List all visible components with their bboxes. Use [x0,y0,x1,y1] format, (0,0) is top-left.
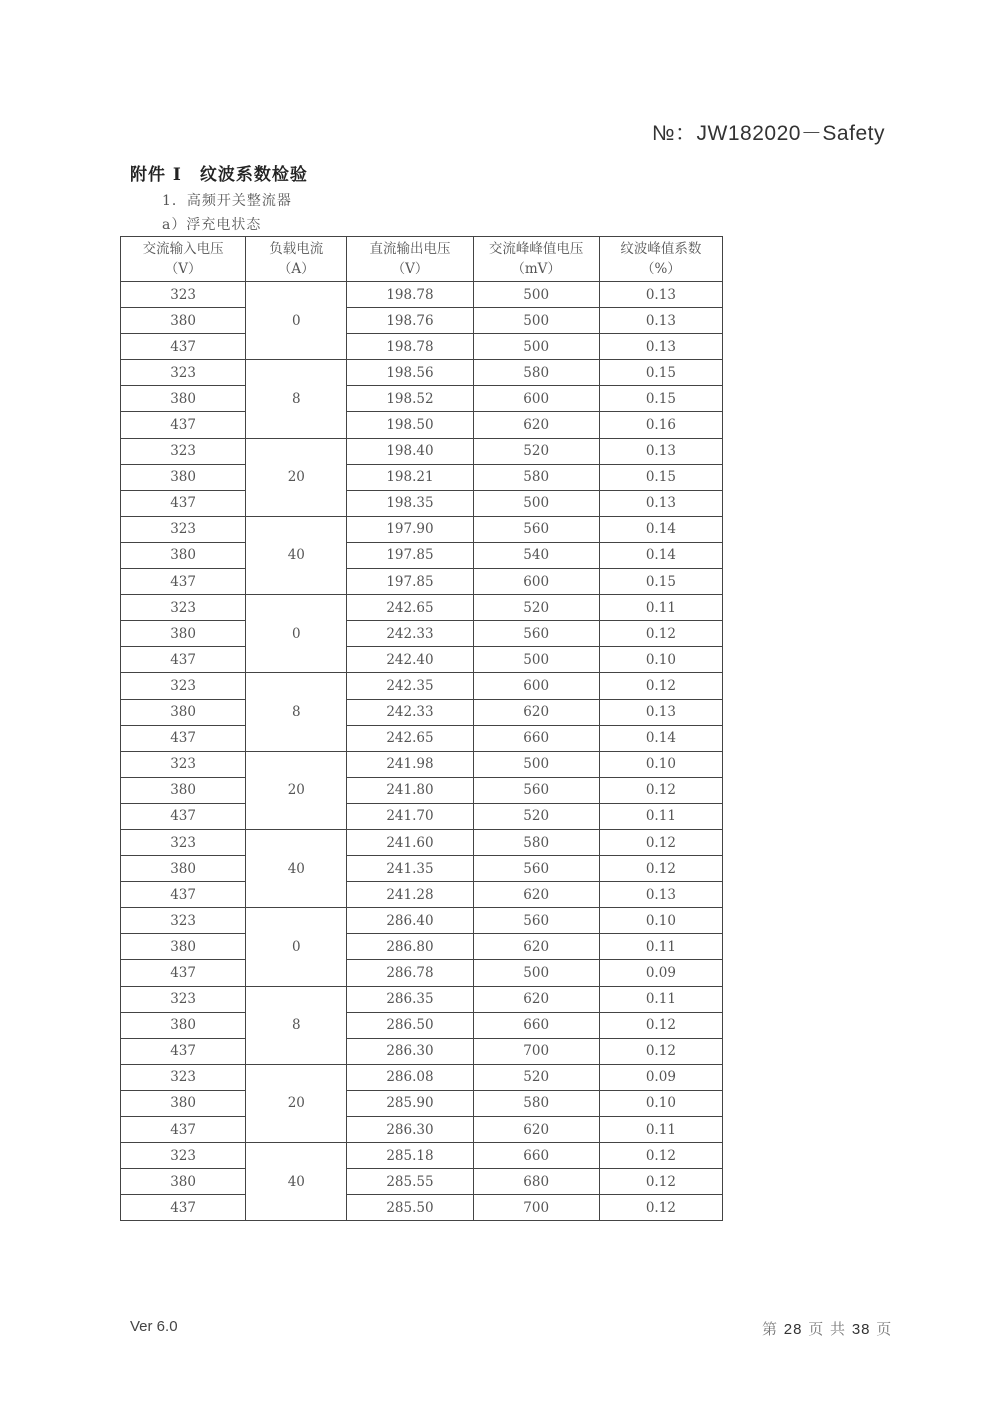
ripple-peak-factor-cell: 0.12 [599,856,722,882]
ripple-peak-factor-cell: 0.14 [599,516,722,542]
table-row [121,725,723,751]
ac-peak-peak-voltage-cell: 600 [473,673,599,699]
ripple-peak-factor-cell: 0.10 [599,647,722,673]
table-row [121,777,723,803]
ac-input-voltage-cell: 323 [121,595,246,621]
header-ac-peak-peak-voltage [473,237,599,282]
page-indicator [762,1318,892,1339]
dc-output-voltage-cell: 286.30 [347,1117,473,1143]
load-current-cell: 40 [246,829,347,907]
ripple-peak-factor-cell: 0.11 [599,986,722,1012]
section-title: 附件 I 纹波系数检验 [130,165,308,185]
ac-input-voltage-cell: 380 [121,1012,246,1038]
ripple-peak-factor-cell: 0.10 [599,751,722,777]
ripple-peak-factor-cell: 0.12 [599,777,722,803]
ac-peak-peak-voltage-cell: 520 [473,438,599,464]
ac-peak-peak-voltage-cell: 680 [473,1169,599,1195]
ac-peak-peak-voltage-cell: 700 [473,1038,599,1064]
ac-input-voltage-cell: 380 [121,621,246,647]
table-row [121,542,723,568]
ac-input-voltage-cell: 380 [121,934,246,960]
ripple-peak-factor-cell: 0.09 [599,960,722,986]
ripple-peak-factor-cell: 0.10 [599,1090,722,1116]
ac-peak-peak-voltage-cell: 520 [473,1064,599,1090]
page-mid: 页 共 [808,1320,847,1338]
dc-output-voltage-cell: 285.18 [347,1143,473,1169]
load-current-cell: 8 [246,360,347,438]
dc-output-voltage-cell: 242.40 [347,647,473,673]
ac-input-voltage-cell: 437 [121,882,246,908]
ripple-peak-factor-cell: 0.15 [599,464,722,490]
ac-peak-peak-voltage-cell: 500 [473,960,599,986]
ac-input-voltage-cell: 437 [121,803,246,829]
load-current-cell: 8 [246,673,347,751]
ac-peak-peak-voltage-cell: 500 [473,282,599,308]
header-unit: （A） [277,261,315,277]
dc-output-voltage-cell: 198.40 [347,438,473,464]
header-dc-output-voltage [347,237,473,282]
ac-input-voltage-cell: 380 [121,777,246,803]
ripple-test-table [120,236,723,1221]
ac-input-voltage-cell: 437 [121,569,246,595]
ac-input-voltage-cell: 437 [121,647,246,673]
ac-peak-peak-voltage-cell: 520 [473,803,599,829]
table-row [121,386,723,412]
table-row [121,1169,723,1195]
ac-peak-peak-voltage-cell: 660 [473,1143,599,1169]
ac-input-voltage-cell: 323 [121,438,246,464]
dc-output-voltage-cell: 285.55 [347,1169,473,1195]
ac-peak-peak-voltage-cell: 560 [473,516,599,542]
dc-output-voltage-cell: 197.85 [347,569,473,595]
table-row [121,829,723,855]
table-row [121,960,723,986]
ripple-peak-factor-cell: 0.12 [599,1169,722,1195]
ripple-peak-factor-cell: 0.15 [599,386,722,412]
ac-input-voltage-cell: 437 [121,960,246,986]
ripple-peak-factor-cell: 0.10 [599,908,722,934]
ac-peak-peak-voltage-cell: 620 [473,412,599,438]
header-load-current [246,237,347,282]
ripple-peak-factor-cell: 0.12 [599,1012,722,1038]
table-row [121,360,723,386]
ripple-peak-factor-cell: 0.12 [599,1143,722,1169]
ripple-peak-factor-cell: 0.16 [599,412,722,438]
ac-input-voltage-cell: 323 [121,751,246,777]
load-current-cell: 40 [246,1143,347,1221]
table-row [121,1195,723,1221]
header-ripple-peak-factor [599,237,722,282]
ac-input-voltage-cell: 380 [121,1169,246,1195]
ac-peak-peak-voltage-cell: 560 [473,777,599,803]
dc-output-voltage-cell: 242.35 [347,673,473,699]
table-row [121,308,723,334]
dc-output-voltage-cell: 198.50 [347,412,473,438]
dc-output-voltage-cell: 286.08 [347,1064,473,1090]
ac-input-voltage-cell: 323 [121,282,246,308]
table-row [121,647,723,673]
ac-input-voltage-cell: 380 [121,856,246,882]
ac-peak-peak-voltage-cell: 500 [473,334,599,360]
dc-output-voltage-cell: 286.40 [347,908,473,934]
ripple-peak-factor-cell: 0.14 [599,725,722,751]
ripple-peak-factor-cell: 0.13 [599,308,722,334]
dc-output-voltage-cell: 242.65 [347,725,473,751]
header-unit: （V） [391,261,429,277]
dc-output-voltage-cell: 242.33 [347,621,473,647]
header-line: 交流输入电压 [142,241,224,257]
ripple-peak-factor-cell: 0.11 [599,934,722,960]
header-line: 负载电流 [269,241,324,257]
dc-output-voltage-cell: 241.70 [347,803,473,829]
table-row [121,699,723,725]
ripple-peak-factor-cell: 0.13 [599,334,722,360]
ac-peak-peak-voltage-cell: 560 [473,908,599,934]
table-row [121,751,723,777]
dc-output-voltage-cell: 197.90 [347,516,473,542]
ripple-peak-factor-cell: 0.14 [599,542,722,568]
ac-peak-peak-voltage-cell: 580 [473,360,599,386]
load-current-cell: 8 [246,986,347,1064]
table-row [121,1038,723,1064]
ac-peak-peak-voltage-cell: 620 [473,934,599,960]
ripple-peak-factor-cell: 0.09 [599,1064,722,1090]
dc-output-voltage-cell: 285.90 [347,1090,473,1116]
ac-peak-peak-voltage-cell: 600 [473,386,599,412]
dc-output-voltage-cell: 198.21 [347,464,473,490]
ac-input-voltage-cell: 380 [121,308,246,334]
dc-output-voltage-cell: 285.50 [347,1195,473,1221]
ripple-peak-factor-cell: 0.13 [599,882,722,908]
ac-peak-peak-voltage-cell: 700 [473,1195,599,1221]
table-row [121,621,723,647]
ac-input-voltage-cell: 323 [121,829,246,855]
page-current: 28 [783,1321,803,1338]
table-row [121,934,723,960]
ac-peak-peak-voltage-cell: 520 [473,595,599,621]
section-subheading: a）浮充电状态 [162,217,262,233]
table-row [121,803,723,829]
ripple-peak-factor-cell: 0.15 [599,360,722,386]
dc-output-voltage-cell: 197.85 [347,542,473,568]
ripple-peak-factor-cell: 0.13 [599,282,722,308]
document-number: №：JW182020－Safety [652,122,885,145]
table-row [121,1090,723,1116]
ripple-peak-factor-cell: 0.12 [599,621,722,647]
ac-peak-peak-voltage-cell: 500 [473,308,599,334]
page-total: 38 [851,1321,871,1338]
ac-peak-peak-voltage-cell: 560 [473,856,599,882]
ac-input-voltage-cell: 437 [121,1117,246,1143]
ac-input-voltage-cell: 437 [121,1038,246,1064]
ac-peak-peak-voltage-cell: 620 [473,882,599,908]
dc-output-voltage-cell: 198.56 [347,360,473,386]
table-row [121,1064,723,1090]
ac-peak-peak-voltage-cell: 500 [473,751,599,777]
load-current-cell: 0 [246,282,347,360]
header-line: 直流输出电压 [369,241,451,257]
ac-input-voltage-cell: 437 [121,490,246,516]
dc-output-voltage-cell: 286.35 [347,986,473,1012]
dc-output-voltage-cell: 286.50 [347,1012,473,1038]
ripple-peak-factor-cell: 0.13 [599,438,722,464]
table-row [121,673,723,699]
load-current-cell: 20 [246,438,347,516]
dc-output-voltage-cell: 241.35 [347,856,473,882]
dc-output-voltage-cell: 242.33 [347,699,473,725]
load-current-cell: 0 [246,595,347,673]
ac-input-voltage-cell: 323 [121,516,246,542]
ripple-peak-factor-cell: 0.11 [599,595,722,621]
table-body [121,282,723,1221]
ripple-peak-factor-cell: 0.12 [599,1038,722,1064]
table-row [121,986,723,1012]
table-row [121,438,723,464]
ac-peak-peak-voltage-cell: 620 [473,699,599,725]
header-unit: （%） [640,261,681,277]
load-current-cell: 20 [246,751,347,829]
load-current-cell: 0 [246,908,347,986]
ac-input-voltage-cell: 380 [121,699,246,725]
table-row [121,412,723,438]
section-subtitle: 1．高频开关整流器 [162,193,292,209]
dc-output-voltage-cell: 241.98 [347,751,473,777]
ac-input-voltage-cell: 437 [121,1195,246,1221]
ac-input-voltage-cell: 323 [121,1064,246,1090]
table-row [121,516,723,542]
table-row [121,1012,723,1038]
page-prefix: 第 [762,1320,779,1338]
ac-input-voltage-cell: 380 [121,1090,246,1116]
ac-peak-peak-voltage-cell: 500 [473,647,599,673]
table-row [121,282,723,308]
ripple-peak-factor-cell: 0.12 [599,829,722,855]
header-line: 纹波峰值系数 [620,241,702,257]
ac-input-voltage-cell: 380 [121,386,246,412]
ac-peak-peak-voltage-cell: 500 [473,490,599,516]
ac-input-voltage-cell: 380 [121,464,246,490]
ac-peak-peak-voltage-cell: 580 [473,1090,599,1116]
dc-output-voltage-cell: 242.65 [347,595,473,621]
dc-output-voltage-cell: 198.35 [347,490,473,516]
table-row [121,908,723,934]
table-row [121,1117,723,1143]
ac-input-voltage-cell: 323 [121,908,246,934]
ac-peak-peak-voltage-cell: 580 [473,829,599,855]
ac-peak-peak-voltage-cell: 560 [473,621,599,647]
dc-output-voltage-cell: 198.52 [347,386,473,412]
table-row [121,882,723,908]
ripple-peak-factor-cell: 0.11 [599,1117,722,1143]
header-unit: （mV） [511,261,561,277]
ac-input-voltage-cell: 437 [121,334,246,360]
dc-output-voltage-cell: 286.30 [347,1038,473,1064]
load-current-cell: 20 [246,1064,347,1142]
ac-input-voltage-cell: 323 [121,673,246,699]
header-ac-input-voltage [121,237,246,282]
dc-output-voltage-cell: 198.78 [347,334,473,360]
ac-input-voltage-cell: 323 [121,1143,246,1169]
version-label: Ver 6.0 [130,1318,178,1335]
dc-output-voltage-cell: 286.78 [347,960,473,986]
header-line: 交流峰峰值电压 [488,241,584,257]
ac-input-voltage-cell: 323 [121,360,246,386]
dc-output-voltage-cell: 198.76 [347,308,473,334]
dc-output-voltage-cell: 241.80 [347,777,473,803]
dc-output-voltage-cell: 198.78 [347,282,473,308]
table-row [121,490,723,516]
table-row [121,1143,723,1169]
table-row [121,595,723,621]
ac-peak-peak-voltage-cell: 660 [473,1012,599,1038]
page-suffix: 页 [876,1320,893,1338]
ripple-peak-factor-cell: 0.13 [599,699,722,725]
ac-peak-peak-voltage-cell: 620 [473,986,599,1012]
dc-output-voltage-cell: 286.80 [347,934,473,960]
load-current-cell: 40 [246,516,347,594]
dc-output-voltage-cell: 241.60 [347,829,473,855]
table-row [121,464,723,490]
dc-output-voltage-cell: 241.28 [347,882,473,908]
ac-peak-peak-voltage-cell: 600 [473,569,599,595]
ripple-peak-factor-cell: 0.13 [599,490,722,516]
ac-peak-peak-voltage-cell: 580 [473,464,599,490]
ripple-peak-factor-cell: 0.11 [599,803,722,829]
table-header-row [121,237,723,282]
header-unit: （V） [164,261,202,277]
ripple-peak-factor-cell: 0.12 [599,673,722,699]
table-row [121,334,723,360]
table-row [121,569,723,595]
ac-input-voltage-cell: 437 [121,725,246,751]
ac-peak-peak-voltage-cell: 540 [473,542,599,568]
ac-peak-peak-voltage-cell: 660 [473,725,599,751]
ac-input-voltage-cell: 437 [121,412,246,438]
ac-input-voltage-cell: 323 [121,986,246,1012]
ripple-peak-factor-cell: 0.12 [599,1195,722,1221]
ripple-peak-factor-cell: 0.15 [599,569,722,595]
ac-peak-peak-voltage-cell: 620 [473,1117,599,1143]
table-row [121,856,723,882]
ac-input-voltage-cell: 380 [121,542,246,568]
